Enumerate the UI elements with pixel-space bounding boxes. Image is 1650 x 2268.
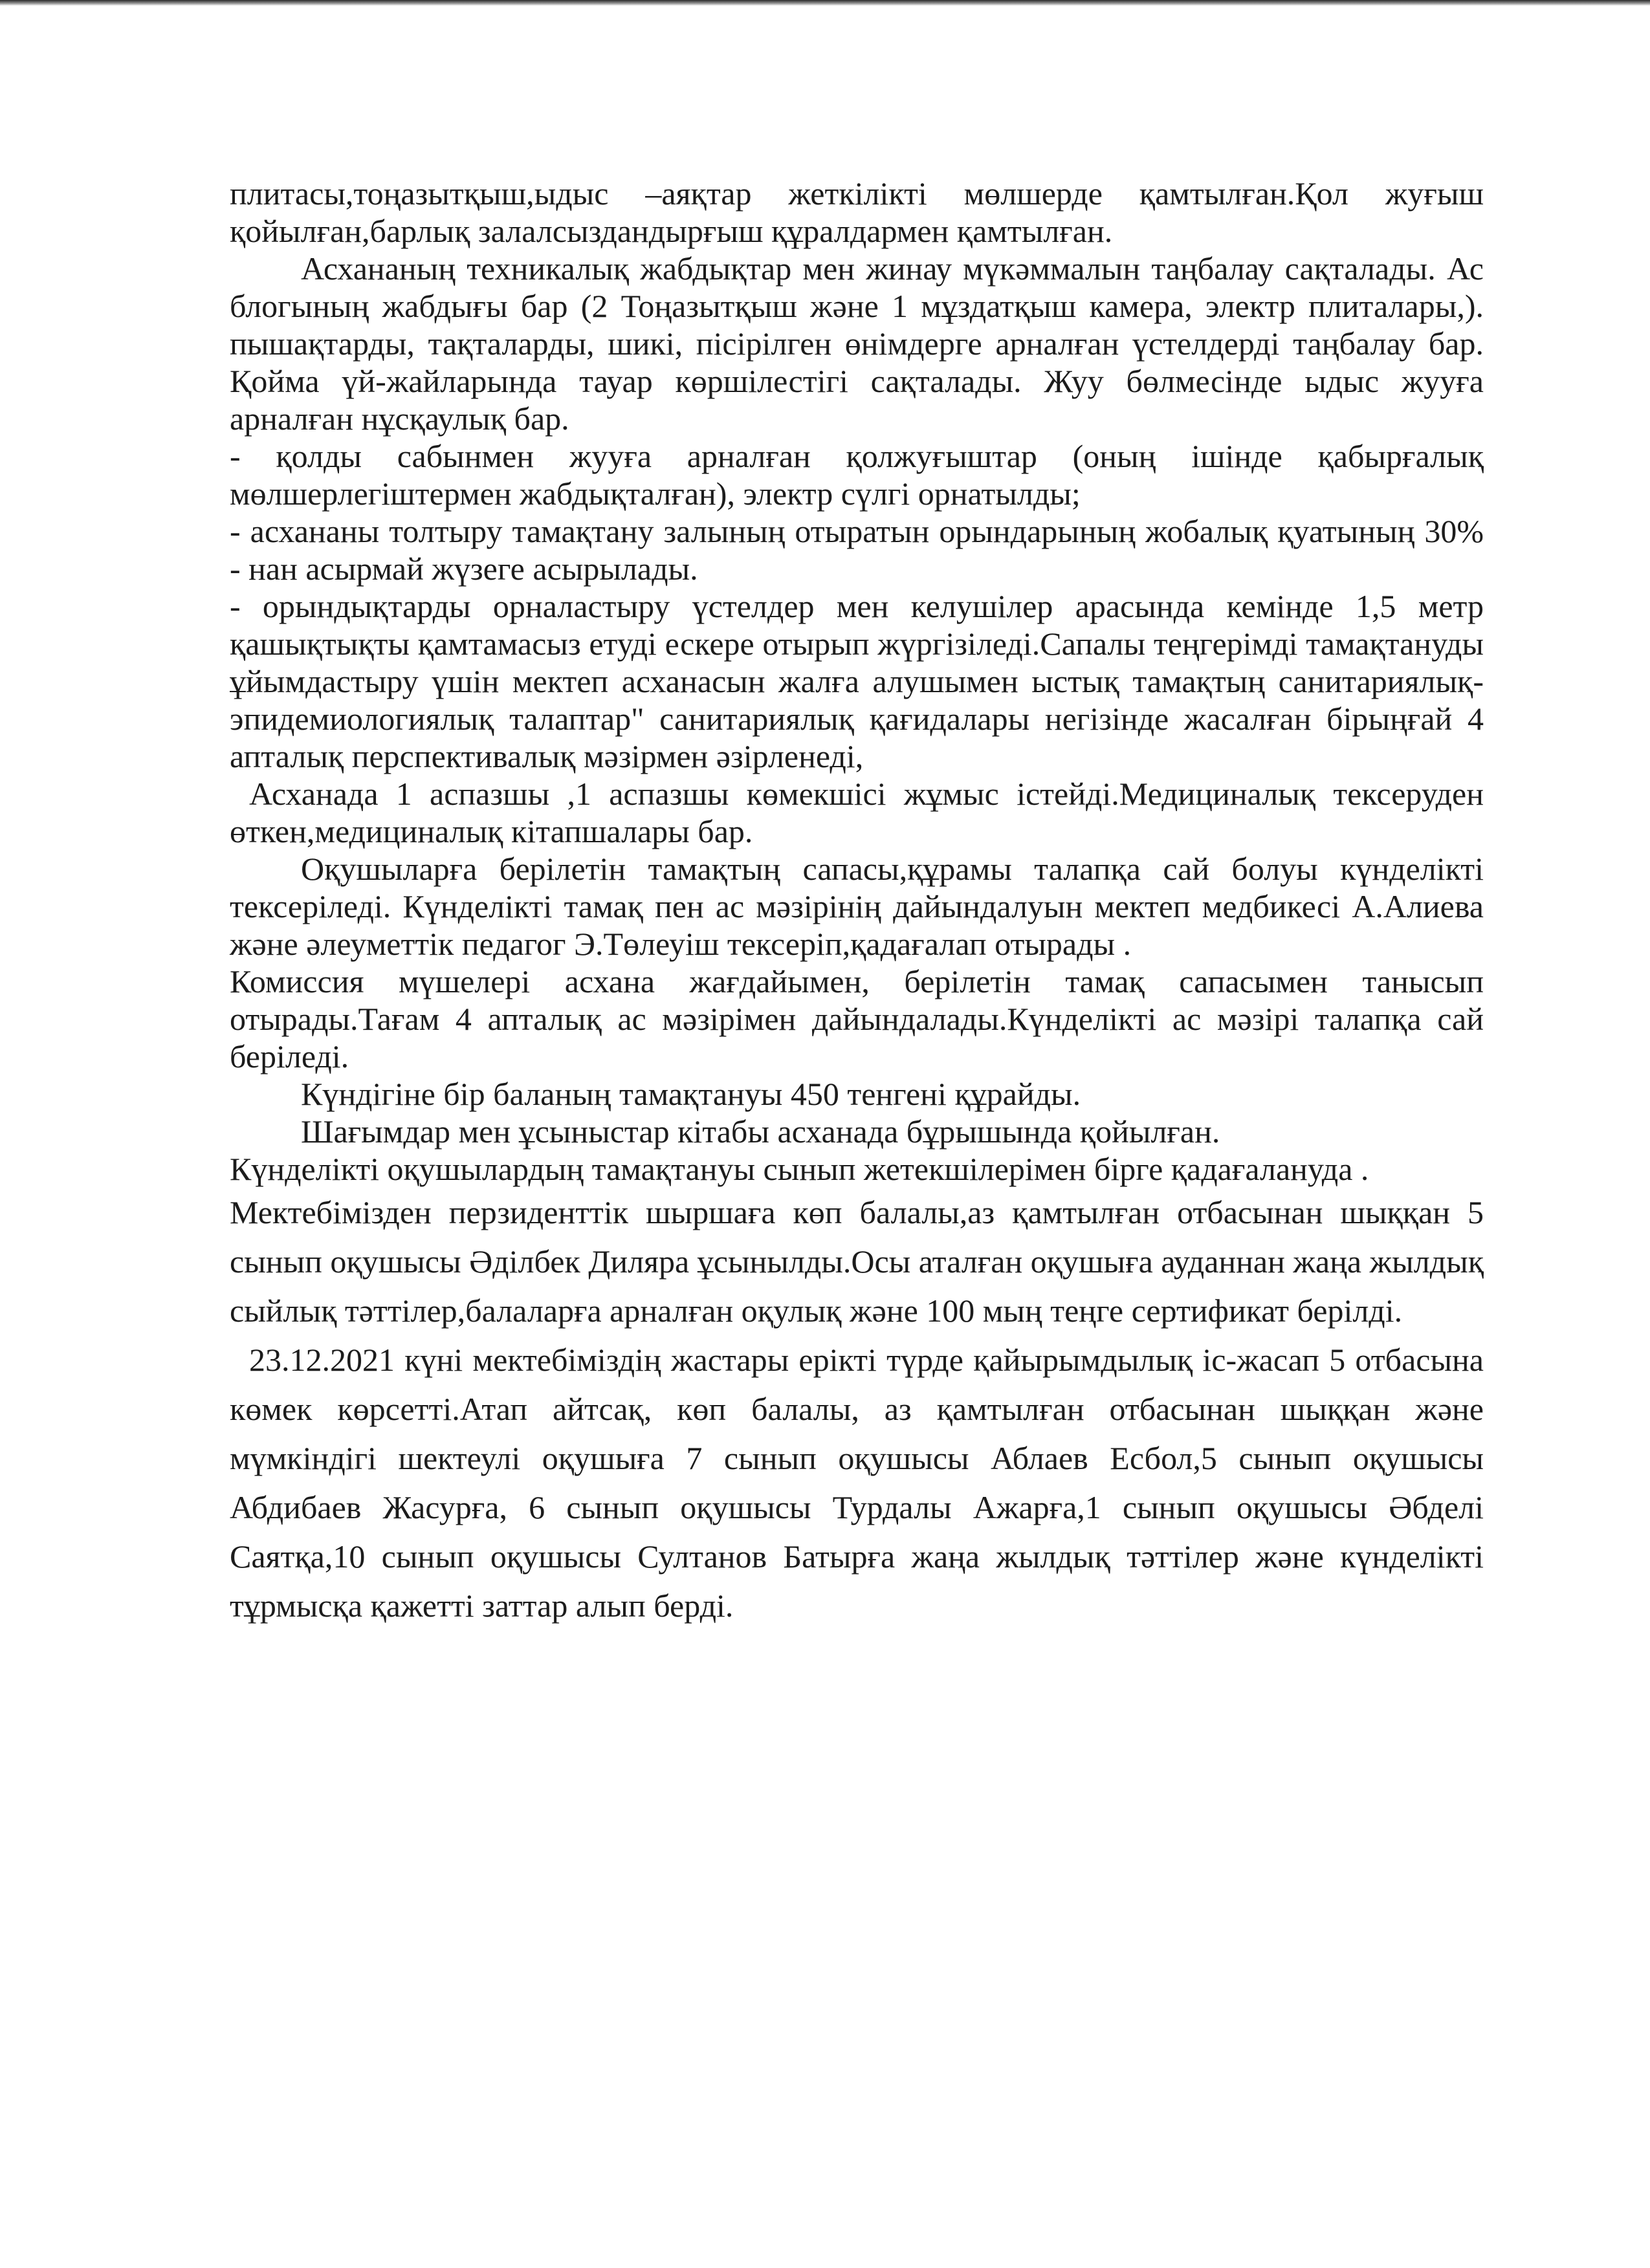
paragraph-president-tree: Мектебімізден перзиденттік шыршаға көп балалы,аз қамтылған отбасынан шыққан 5 сынып оқушысы Әділбек Диляра ұсынылды.Осы аталған оқушыға ауданнан жаңа жылдық сыйлық тәттілер,балаларға арналған оқулық және 100 мың теңге сертификат берілді. [230, 1194, 1484, 1329]
paragraph-equipment: плитасы,тоңазытқыш,ыдыс –аяқтар жеткілікті мөлшерде қамтылған.Қол жуғыш қойылған,барлық залалсыздандырғыш құралдармен қамтылған. [230, 175, 1484, 249]
document-page [230, 175, 1484, 1630]
list-item-handwash: - қолды сабынмен жууға арналған қолжуғыштар (оның ішінде қабырғалық мөлшерлегіштермен жабдықталған), электр сүлгі орнатылды; [230, 438, 1484, 512]
list-item-seating: - орындықтарды орналастыру үстелдер мен келушілер арасында кемінде 1,5 метр қашықтықты қамтамасыз етуді ескере отырып жүргізіледі.Сапалы теңгерімді тамақтануды ұйымдастыру үшін мектеп асханасын жалға алушымен ыстық тамақтың санитариялық-эпидемиологиялық талаптар" санитариялық қағидалары негізінде жасалған бірыңғай 4 апталық перспективалық мәзірмен әзірленеді, [230, 588, 1484, 774]
paragraph-complaints-book: Шағымдар мен ұсыныстар кітабы асханада бұрышында қойылған. [301, 1113, 1220, 1150]
paragraph-class-teachers: Күнделікті оқушылардың тамақтануы сынып жетекшілерімен бірге қадағалануда . [230, 1151, 1369, 1187]
paragraph-commission: Комиссия мүшелері асхана жағдайымен, берілетін тамақ сапасымен танысып отырады.Тағам 4 апталық ас мәзірімен дайындалады.Күнделікті ас мәзірі талапқа сай беріледі. [230, 963, 1484, 1074]
paragraph-quality-control: Оқушыларға берілетін тамақтың сапасы,құрамы талапқа сай болуы күнделікті тексеріледі. Күнделікті тамақ пен ас мәзірінің дайындалуын мектеп медбикесі А.Алиева және әлеуметтік педагог Э.Төлеуіш тексеріп,қадағалап отырады . [230, 851, 1484, 962]
paragraph-kitchen-equipment: Асхананың техникалық жабдықтар мен жинау мүкәммалын таңбалау сақталады. Ас блогының жабдығы бар (2 Тоңазытқыш және 1 мұздатқыш камера, электр плиталары,). пышақтарды, тақталарды, шикі, пісірілген өнімдерге арналған үстелдерді таңбалау бар. Қойма үй-жайларында тауар көршілестігі сақталады. Жуу бөлмесінде ыдыс жууға арналған нұсқаулық бар. [230, 250, 1484, 437]
list-item-capacity: - асхананы толтыру тамақтану залының отыратын орындарының жобалық қуатының 30% - нан асырмай жүзеге асырылады. [230, 513, 1484, 587]
scan-edge [0, 0, 1650, 6]
paragraph-staff: Асханада 1 аспазшы ,1 аспазшы көмекшісі жұмыс істейді.Медициналық тексеруден өткен,медициналық кітапшалары бар. [230, 776, 1484, 849]
paragraph-charity: 23.12.2021 күні мектебіміздің жастары ерікті түрде қайырымдылық іс-жасап 5 отбасына көмек көрсетті.Атап айтсақ, көп балалы, аз қамтылған отбасынан шыққан және мүмкіндігі шектеулі оқушыға 7 сынып оқушысы Аблаев Есбол,5 сынып оқушысы Абдибаев Жасурға, 6 сынып оқушысы Турдалы Ажарға,1 сынып оқушысы Әбделі Саятқа,10 сынып оқушысы Султанов Батырға жаңа жылдық тәттілер және күнделікті тұрмысқа қажетті заттар алып берді. [230, 1342, 1484, 1624]
paragraph-cost: Күндігіне бір баланың тамақтануы 450 тенгені құрайды. [301, 1076, 1081, 1112]
